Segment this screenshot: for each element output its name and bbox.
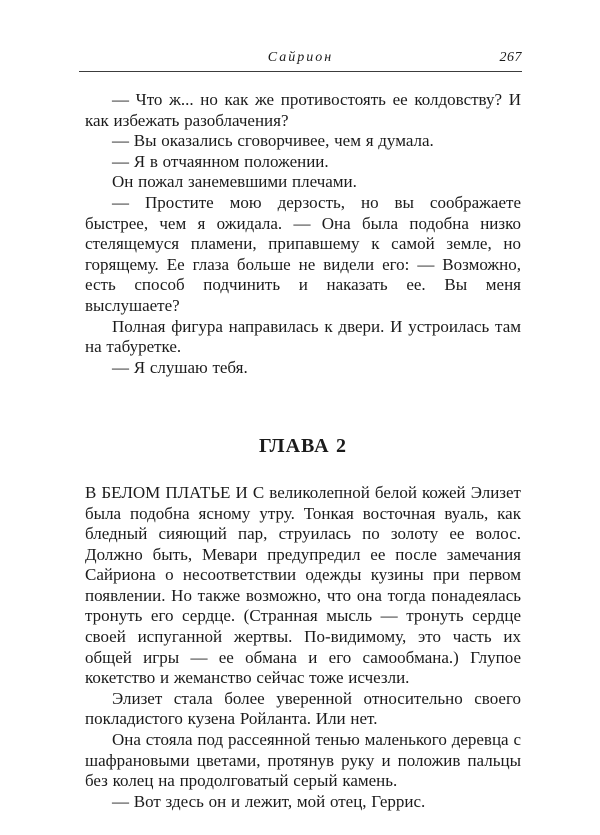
paragraph-dialogue: — Я в отчаянном положении.: [112, 151, 329, 171]
chapter-heading: ГЛАВА 2: [258, 435, 348, 458]
paragraph-dialogue: — Я слушаю тебя.: [112, 357, 248, 377]
running-title: Сайрион: [267, 50, 334, 65]
running-header: [79, 50, 522, 72]
paragraph-dialogue: — Что ж... но как же противостоять ее колдовству? И как избежать разоблачения?: [85, 90, 521, 130]
header-row: [79, 50, 522, 68]
paragraph-narration: Элизет стала более уверенной относительно своего покладистого кузена Ройланта. Или нет.: [85, 688, 521, 729]
page-number: 267: [499, 50, 522, 65]
header-rule: [79, 71, 522, 72]
page-text: [85, 90, 521, 812]
paragraph-chapter-opening: В БЕЛОМ ПЛАТЬЕ И С великолепной белой кожей Элизет была подобна ясному утру. Тонкая восточная вуаль, как бледный сияющий пар, струилась по золоту ее волос. Должно быть, Мевари предупредил ее после замечания Сайриона о несоответствии одежды кузины при первом появлении. Но также возможно, что она тогда понадеялась тронуть его сердце. (Странная мысль — тронуть сердце своей испуганной жертвы. По-видимому, это часть их общей игры — ее обмана и его самообмана.) Глупое кокетство и жеманство сейчас тоже исчезли.: [85, 482, 521, 688]
paragraph-dialogue: — Вот здесь он и лежит, мой отец, Геррис.: [112, 791, 426, 811]
paragraph-dialogue: — Простите мою дерзость, но вы соображаете быстрее, чем я ожидала. — Она была подобна низко стелящемуся пламени, припавшему к самой земле, но горящему. Ее глаза больше не видели его: — Возможно, есть способ подчинить и наказать ее. Вы меня выслушаете?: [85, 192, 521, 315]
paragraph-narration: Он пожал занемевшими плечами.: [112, 172, 357, 192]
paragraph-dialogue: — Вы оказались сговорчивее, чем я думала.: [112, 131, 434, 151]
paragraph-narration: Она стояла под рассеянной тенью маленького деревца с шафрановыми цветами, протянув руку и положив пальцы без колец на продолговатый серый камень.: [85, 730, 521, 791]
paragraph-narration: Полная фигура направилась к двери. И устроилась там на табуретке.: [85, 316, 521, 357]
